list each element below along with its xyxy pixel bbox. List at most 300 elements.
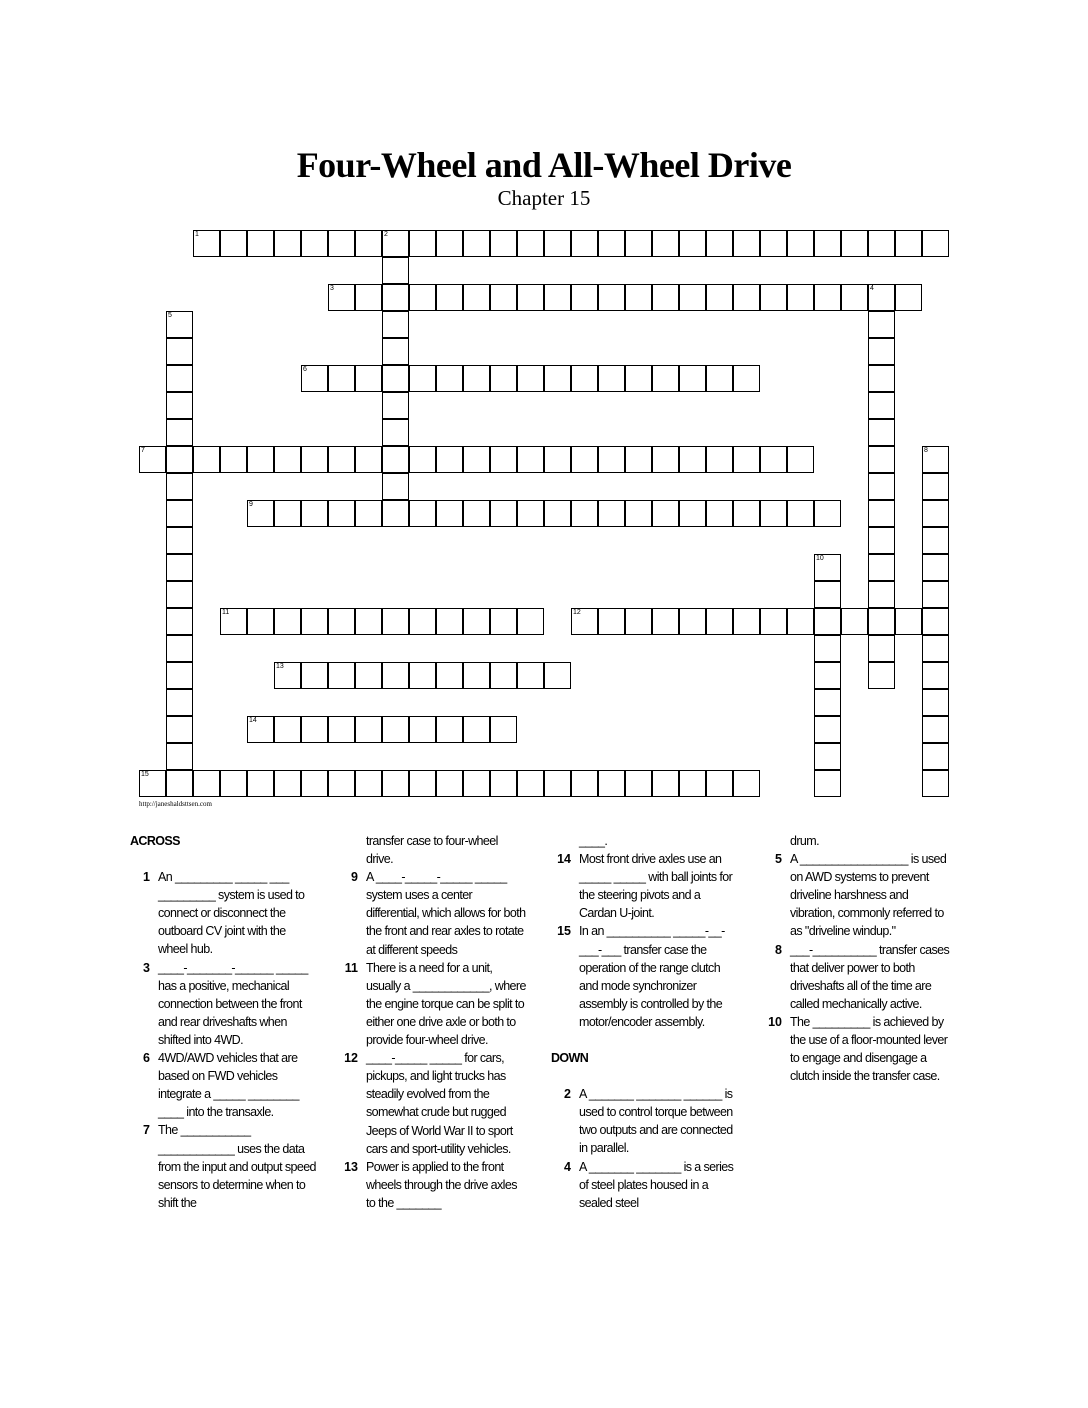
grid-cell[interactable] [922, 500, 949, 527]
grid-cell[interactable] [895, 230, 922, 257]
grid-cell[interactable] [544, 446, 571, 473]
clue-number: 11 [344, 960, 358, 975]
cell-number: 13 [276, 663, 284, 670]
grid-cell[interactable] [382, 446, 409, 473]
grid-cell[interactable] [355, 365, 382, 392]
cell-number: 3 [330, 285, 334, 292]
grid-cell[interactable] [409, 608, 436, 635]
grid-cell[interactable] [625, 500, 652, 527]
grid-cell[interactable] [517, 365, 544, 392]
grid-cell[interactable] [544, 770, 571, 797]
clue-down-2 [551, 1085, 751, 1157]
clue-text: There is a need for a unit, usually a ____________, where the engine torque can be split to either one drive axle or both to provide four-wheel drive. [366, 960, 526, 1048]
source-url: http://janeshaldsttsen.com [139, 800, 212, 808]
grid-cell[interactable] [517, 608, 544, 635]
grid-cell[interactable] [193, 230, 220, 257]
grid-cell[interactable] [733, 608, 760, 635]
cell-number: 11 [222, 609, 230, 616]
grid-cell[interactable] [517, 446, 544, 473]
clue-across-3 [130, 959, 330, 1049]
grid-cell[interactable] [490, 716, 517, 743]
grid-cell[interactable] [922, 527, 949, 554]
grid-cell[interactable] [139, 446, 166, 473]
grid-cell[interactable] [409, 284, 436, 311]
clue-across-12 [338, 1049, 538, 1158]
grid-cell[interactable] [868, 581, 895, 608]
grid-cell[interactable] [760, 500, 787, 527]
grid-cell[interactable] [517, 500, 544, 527]
clue-continuation: drum. [790, 834, 819, 848]
clue-across-7 [130, 1121, 330, 1211]
grid-cell[interactable] [328, 365, 355, 392]
grid-cell[interactable] [328, 446, 355, 473]
grid-cell[interactable] [409, 500, 436, 527]
grid-cell[interactable] [814, 554, 841, 581]
grid-cell[interactable] [922, 608, 949, 635]
grid-cell[interactable] [247, 446, 274, 473]
clue-text: In an __________ _____-__-___-___ transfer case the operation of the range clutch and mode synchronizer assembly is controlled by the motor/encoder assembly. [579, 924, 725, 1029]
grid-cell[interactable] [274, 662, 301, 689]
grid-cell[interactable] [706, 608, 733, 635]
clue-number: 2 [564, 1087, 571, 1102]
grid-cell[interactable] [166, 500, 193, 527]
grid-cell[interactable] [571, 230, 598, 257]
grid-cell[interactable] [409, 446, 436, 473]
grid-cell[interactable] [220, 770, 247, 797]
grid-cell[interactable] [814, 689, 841, 716]
grid-cell[interactable] [895, 608, 922, 635]
grid-cell[interactable] [382, 311, 409, 338]
clue-text: ___-__________ transfer cases that deliver power to both driveshafts all of the time are called mechanically active. [790, 942, 950, 1011]
grid-cell[interactable] [463, 716, 490, 743]
grid-cell[interactable] [922, 716, 949, 743]
grid-cell[interactable] [463, 500, 490, 527]
clue-text: A _______ _______ ______ is used to control torque between two outputs and are connected in parallel. [579, 1087, 733, 1156]
grid-cell[interactable] [220, 608, 247, 635]
grid-cell[interactable] [598, 770, 625, 797]
grid-cell[interactable] [706, 770, 733, 797]
grid-cell[interactable] [490, 446, 517, 473]
grid-cell[interactable] [166, 446, 193, 473]
clue-text: A ____-_____-_____ _____ system uses a center differential, which allows for both the front and rear axles to rotate at different speeds [366, 870, 526, 957]
grid-cell[interactable] [436, 716, 463, 743]
clue-number: 4 [564, 1159, 571, 1174]
grid-cell[interactable] [814, 743, 841, 770]
grid-cell[interactable] [706, 230, 733, 257]
grid-cell[interactable] [922, 770, 949, 797]
clue-text: Power is applied to the front wheels through the drive axles to the _______ [366, 1159, 517, 1210]
grid-cell[interactable] [868, 608, 895, 635]
grid-cell[interactable] [814, 716, 841, 743]
clues-column-1 [130, 832, 330, 1212]
grid-cell[interactable] [868, 662, 895, 689]
grid-cell[interactable] [409, 662, 436, 689]
grid-cell[interactable] [436, 662, 463, 689]
grid-cell[interactable] [220, 230, 247, 257]
grid-cell[interactable] [463, 770, 490, 797]
grid-cell[interactable] [679, 230, 706, 257]
grid-cell[interactable] [247, 770, 274, 797]
grid-cell[interactable] [760, 446, 787, 473]
grid-cell[interactable] [544, 230, 571, 257]
grid-cell[interactable] [625, 365, 652, 392]
grid-cell[interactable] [571, 770, 598, 797]
clues-column-3 [551, 832, 751, 1212]
grid-cell[interactable] [868, 338, 895, 365]
grid-cell[interactable] [868, 635, 895, 662]
grid-cell[interactable] [706, 284, 733, 311]
grid-cell[interactable] [301, 500, 328, 527]
grid-cell[interactable] [625, 608, 652, 635]
grid-cell[interactable] [463, 662, 490, 689]
grid-cell[interactable] [625, 770, 652, 797]
grid-cell[interactable] [922, 230, 949, 257]
grid-cell[interactable] [652, 446, 679, 473]
grid-cell[interactable] [922, 743, 949, 770]
clue-number: 12 [344, 1051, 358, 1066]
grid-cell[interactable] [868, 230, 895, 257]
grid-cell[interactable] [409, 230, 436, 257]
clue-across-9 [338, 868, 538, 958]
grid-cell[interactable] [463, 230, 490, 257]
grid-cell[interactable] [679, 446, 706, 473]
grid-cell[interactable] [247, 716, 274, 743]
grid-cell[interactable] [490, 770, 517, 797]
cell-number: 7 [141, 447, 145, 454]
cell-number: 15 [141, 771, 149, 778]
clue-across-14 [551, 850, 751, 922]
grid-cell[interactable] [328, 770, 355, 797]
grid-cell[interactable] [787, 230, 814, 257]
grid-cell[interactable] [598, 365, 625, 392]
grid-cell[interactable] [436, 500, 463, 527]
grid-cell[interactable] [166, 635, 193, 662]
clue-number: 14 [557, 852, 571, 867]
clue-number: 1 [143, 870, 150, 885]
grid-cell[interactable] [517, 230, 544, 257]
grid-cell[interactable] [868, 473, 895, 500]
grid-cell[interactable] [733, 284, 760, 311]
grid-cell[interactable] [382, 662, 409, 689]
cell-number: 6 [303, 366, 307, 373]
grid-cell[interactable] [787, 446, 814, 473]
cell-number: 9 [249, 501, 253, 508]
clue-number: 13 [344, 1159, 358, 1174]
grid-cell[interactable] [733, 770, 760, 797]
grid-cell[interactable] [382, 500, 409, 527]
grid-cell[interactable] [193, 446, 220, 473]
grid-cell[interactable] [706, 500, 733, 527]
clue-text: The ___________ ____________ uses the data from the input and output speed sensors to determine when to shift the [158, 1123, 316, 1210]
grid-cell[interactable] [571, 446, 598, 473]
grid-cell[interactable] [328, 716, 355, 743]
grid-cell[interactable] [571, 365, 598, 392]
grid-cell[interactable] [355, 230, 382, 257]
clue-across-13 [338, 1158, 538, 1212]
grid-cell[interactable] [571, 284, 598, 311]
grid-cell[interactable] [814, 500, 841, 527]
grid-cell[interactable] [517, 770, 544, 797]
grid-cell[interactable] [220, 446, 247, 473]
grid-cell[interactable] [301, 446, 328, 473]
grid-cell[interactable] [139, 770, 166, 797]
grid-cell[interactable] [409, 716, 436, 743]
grid-cell[interactable] [841, 230, 868, 257]
grid-cell[interactable] [679, 608, 706, 635]
grid-cell[interactable] [166, 716, 193, 743]
grid-cell[interactable] [301, 662, 328, 689]
grid-cell[interactable] [814, 662, 841, 689]
grid-cell[interactable] [895, 284, 922, 311]
clue-across-6 [130, 1049, 330, 1121]
grid-cell[interactable] [652, 770, 679, 797]
grid-cell[interactable] [652, 608, 679, 635]
grid-cell[interactable] [463, 446, 490, 473]
grid-cell[interactable] [841, 608, 868, 635]
grid-cell[interactable] [679, 770, 706, 797]
grid-cell[interactable] [328, 230, 355, 257]
grid-cell[interactable] [355, 284, 382, 311]
grid-cell[interactable] [490, 662, 517, 689]
clue-down-5 [762, 850, 962, 940]
grid-cell[interactable] [922, 635, 949, 662]
grid-cell[interactable] [355, 500, 382, 527]
cell-number: 1 [195, 231, 199, 238]
grid-cell[interactable] [922, 554, 949, 581]
grid-cell[interactable] [868, 365, 895, 392]
grid-cell[interactable] [625, 284, 652, 311]
grid-cell[interactable] [166, 608, 193, 635]
grid-cell[interactable] [166, 527, 193, 554]
clue-continuation: ____. [579, 834, 608, 848]
grid-cell[interactable] [166, 365, 193, 392]
grid-cell[interactable] [301, 230, 328, 257]
clue-down-4 [551, 1158, 751, 1212]
grid-cell[interactable] [841, 284, 868, 311]
clue-number: 8 [775, 942, 782, 957]
grid-cell[interactable] [463, 284, 490, 311]
grid-cell[interactable] [382, 365, 409, 392]
clue-number: 15 [557, 924, 571, 939]
grid-cell[interactable] [166, 770, 193, 797]
grid-cell[interactable] [814, 608, 841, 635]
grid-cell[interactable] [166, 473, 193, 500]
grid-cell[interactable] [571, 608, 598, 635]
grid-cell[interactable] [166, 554, 193, 581]
grid-cell[interactable] [166, 581, 193, 608]
grid-cell[interactable] [544, 365, 571, 392]
grid-cell[interactable] [382, 473, 409, 500]
grid-cell[interactable] [544, 662, 571, 689]
grid-cell[interactable] [544, 284, 571, 311]
grid-cell[interactable] [436, 230, 463, 257]
grid-cell[interactable] [679, 284, 706, 311]
grid-cell[interactable] [922, 662, 949, 689]
grid-cell[interactable] [814, 284, 841, 311]
clue-number: 6 [143, 1051, 150, 1066]
grid-cell[interactable] [598, 608, 625, 635]
grid-cell[interactable] [598, 446, 625, 473]
grid-cell[interactable] [274, 716, 301, 743]
grid-cell[interactable] [382, 338, 409, 365]
page-title: Four-Wheel and All-Wheel Drive [296, 145, 792, 185]
grid-cell[interactable] [355, 662, 382, 689]
grid-cell[interactable] [382, 716, 409, 743]
cell-number: 14 [249, 717, 257, 724]
grid-cell[interactable] [733, 230, 760, 257]
grid-cell[interactable] [733, 365, 760, 392]
grid-cell[interactable] [922, 581, 949, 608]
grid-cell[interactable] [625, 230, 652, 257]
clue-number: 9 [351, 870, 358, 885]
grid-cell[interactable] [274, 446, 301, 473]
grid-cell[interactable] [328, 284, 355, 311]
grid-cell[interactable] [166, 689, 193, 716]
grid-cell[interactable] [166, 743, 193, 770]
grid-cell[interactable] [274, 770, 301, 797]
grid-cell[interactable] [436, 770, 463, 797]
grid-cell[interactable] [868, 500, 895, 527]
grid-cell[interactable] [517, 284, 544, 311]
grid-cell[interactable] [760, 608, 787, 635]
grid-cell[interactable] [355, 608, 382, 635]
grid-cell[interactable] [355, 770, 382, 797]
grid-cell[interactable] [436, 284, 463, 311]
grid-cell[interactable] [274, 500, 301, 527]
cell-number: 8 [924, 447, 928, 454]
grid-cell[interactable] [382, 392, 409, 419]
grid-cell[interactable] [301, 365, 328, 392]
grid-cell[interactable] [733, 500, 760, 527]
clue-text: A _________________ is used on AWD systems to prevent driveline harshness and vibration, commonly referred to as "driveline windup." [790, 852, 947, 939]
clue-number: 10 [768, 1014, 782, 1029]
cell-number: 4 [870, 285, 874, 292]
grid-cell[interactable] [409, 365, 436, 392]
grid-cell[interactable] [355, 716, 382, 743]
grid-cell[interactable] [652, 284, 679, 311]
grid-cell[interactable] [436, 608, 463, 635]
grid-cell[interactable] [922, 473, 949, 500]
clue-text: ____-_____ _____ for cars, pickups, and light trucks has steadily evolved from the somewhat crude but rugged Jeeps of World War II to sport cars and sport-utility vehicles. [366, 1051, 513, 1156]
grid-cell[interactable] [814, 770, 841, 797]
grid-cell[interactable] [868, 527, 895, 554]
grid-cell[interactable] [247, 608, 274, 635]
cell-number: 5 [168, 312, 172, 319]
grid-cell[interactable] [328, 608, 355, 635]
grid-cell[interactable] [490, 365, 517, 392]
grid-cell[interactable] [382, 230, 409, 257]
grid-cell[interactable] [814, 230, 841, 257]
grid-cell[interactable] [274, 230, 301, 257]
grid-cell[interactable] [868, 311, 895, 338]
grid-cell[interactable] [733, 446, 760, 473]
grid-cell[interactable] [598, 500, 625, 527]
clues-column-4 [762, 832, 962, 1085]
grid-cell[interactable] [760, 284, 787, 311]
grid-cell[interactable] [490, 608, 517, 635]
grid-cell[interactable] [814, 581, 841, 608]
grid-cell[interactable] [166, 419, 193, 446]
grid-cell[interactable] [598, 284, 625, 311]
clue-number: 3 [143, 960, 150, 975]
grid-cell[interactable] [463, 365, 490, 392]
clue-text: The _________ is achieved by the use of a floor-mounted lever to engage and disengage a clutch inside the transfer case. [790, 1014, 948, 1084]
grid-cell[interactable] [436, 446, 463, 473]
grid-cell[interactable] [868, 392, 895, 419]
grid-cell[interactable] [868, 446, 895, 473]
grid-cell[interactable] [490, 230, 517, 257]
cell-number: 2 [384, 231, 388, 238]
down-heading: DOWN [551, 1051, 589, 1066]
grid-cell[interactable] [409, 770, 436, 797]
grid-cell[interactable] [301, 716, 328, 743]
grid-cell[interactable] [787, 608, 814, 635]
grid-cell[interactable] [274, 608, 301, 635]
grid-cell[interactable] [166, 311, 193, 338]
grid-cell[interactable] [760, 230, 787, 257]
grid-cell[interactable] [328, 662, 355, 689]
clue-text: 4WD/AWD vehicles that are based on FWD vehicles integrate a _____ ________ ____ into the transaxle. [158, 1051, 299, 1120]
grid-cell[interactable] [382, 419, 409, 446]
grid-cell[interactable] [598, 230, 625, 257]
grid-cell[interactable] [382, 770, 409, 797]
grid-cell[interactable] [382, 284, 409, 311]
grid-cell[interactable] [787, 284, 814, 311]
grid-cell[interactable] [355, 446, 382, 473]
grid-cell[interactable] [193, 770, 220, 797]
grid-cell[interactable] [868, 419, 895, 446]
grid-cell[interactable] [652, 500, 679, 527]
grid-cell[interactable] [517, 662, 544, 689]
grid-cell[interactable] [625, 446, 652, 473]
grid-cell[interactable] [706, 446, 733, 473]
grid-cell[interactable] [166, 338, 193, 365]
grid-cell[interactable] [328, 500, 355, 527]
grid-cell[interactable] [490, 500, 517, 527]
grid-cell[interactable] [868, 554, 895, 581]
grid-cell[interactable] [706, 365, 733, 392]
grid-cell[interactable] [787, 500, 814, 527]
grid-cell[interactable] [544, 500, 571, 527]
grid-cell[interactable] [166, 392, 193, 419]
cell-number: 10 [816, 555, 824, 562]
grid-cell[interactable] [922, 689, 949, 716]
grid-cell[interactable] [922, 446, 949, 473]
grid-cell[interactable] [868, 284, 895, 311]
grid-cell[interactable] [679, 365, 706, 392]
grid-cell[interactable] [301, 608, 328, 635]
grid-cell[interactable] [679, 500, 706, 527]
grid-cell[interactable] [166, 662, 193, 689]
clue-text: A _______ _______ is a series of steel plates housed in a sealed steel [579, 1159, 734, 1210]
grid-cell[interactable] [382, 608, 409, 635]
grid-cell[interactable] [247, 500, 274, 527]
clues-column-2 [338, 832, 538, 1212]
grid-cell[interactable] [247, 230, 274, 257]
grid-cell[interactable] [490, 284, 517, 311]
grid-cell[interactable] [571, 500, 598, 527]
clue-number: 5 [775, 852, 782, 867]
grid-cell[interactable] [436, 365, 463, 392]
grid-cell[interactable] [814, 635, 841, 662]
grid-cell[interactable] [301, 770, 328, 797]
grid-cell[interactable] [652, 230, 679, 257]
grid-cell[interactable] [463, 608, 490, 635]
clue-across-15 [551, 922, 751, 1031]
grid-cell[interactable] [652, 365, 679, 392]
grid-cell[interactable] [382, 257, 409, 284]
page-subtitle: Chapter 15 [497, 186, 591, 210]
